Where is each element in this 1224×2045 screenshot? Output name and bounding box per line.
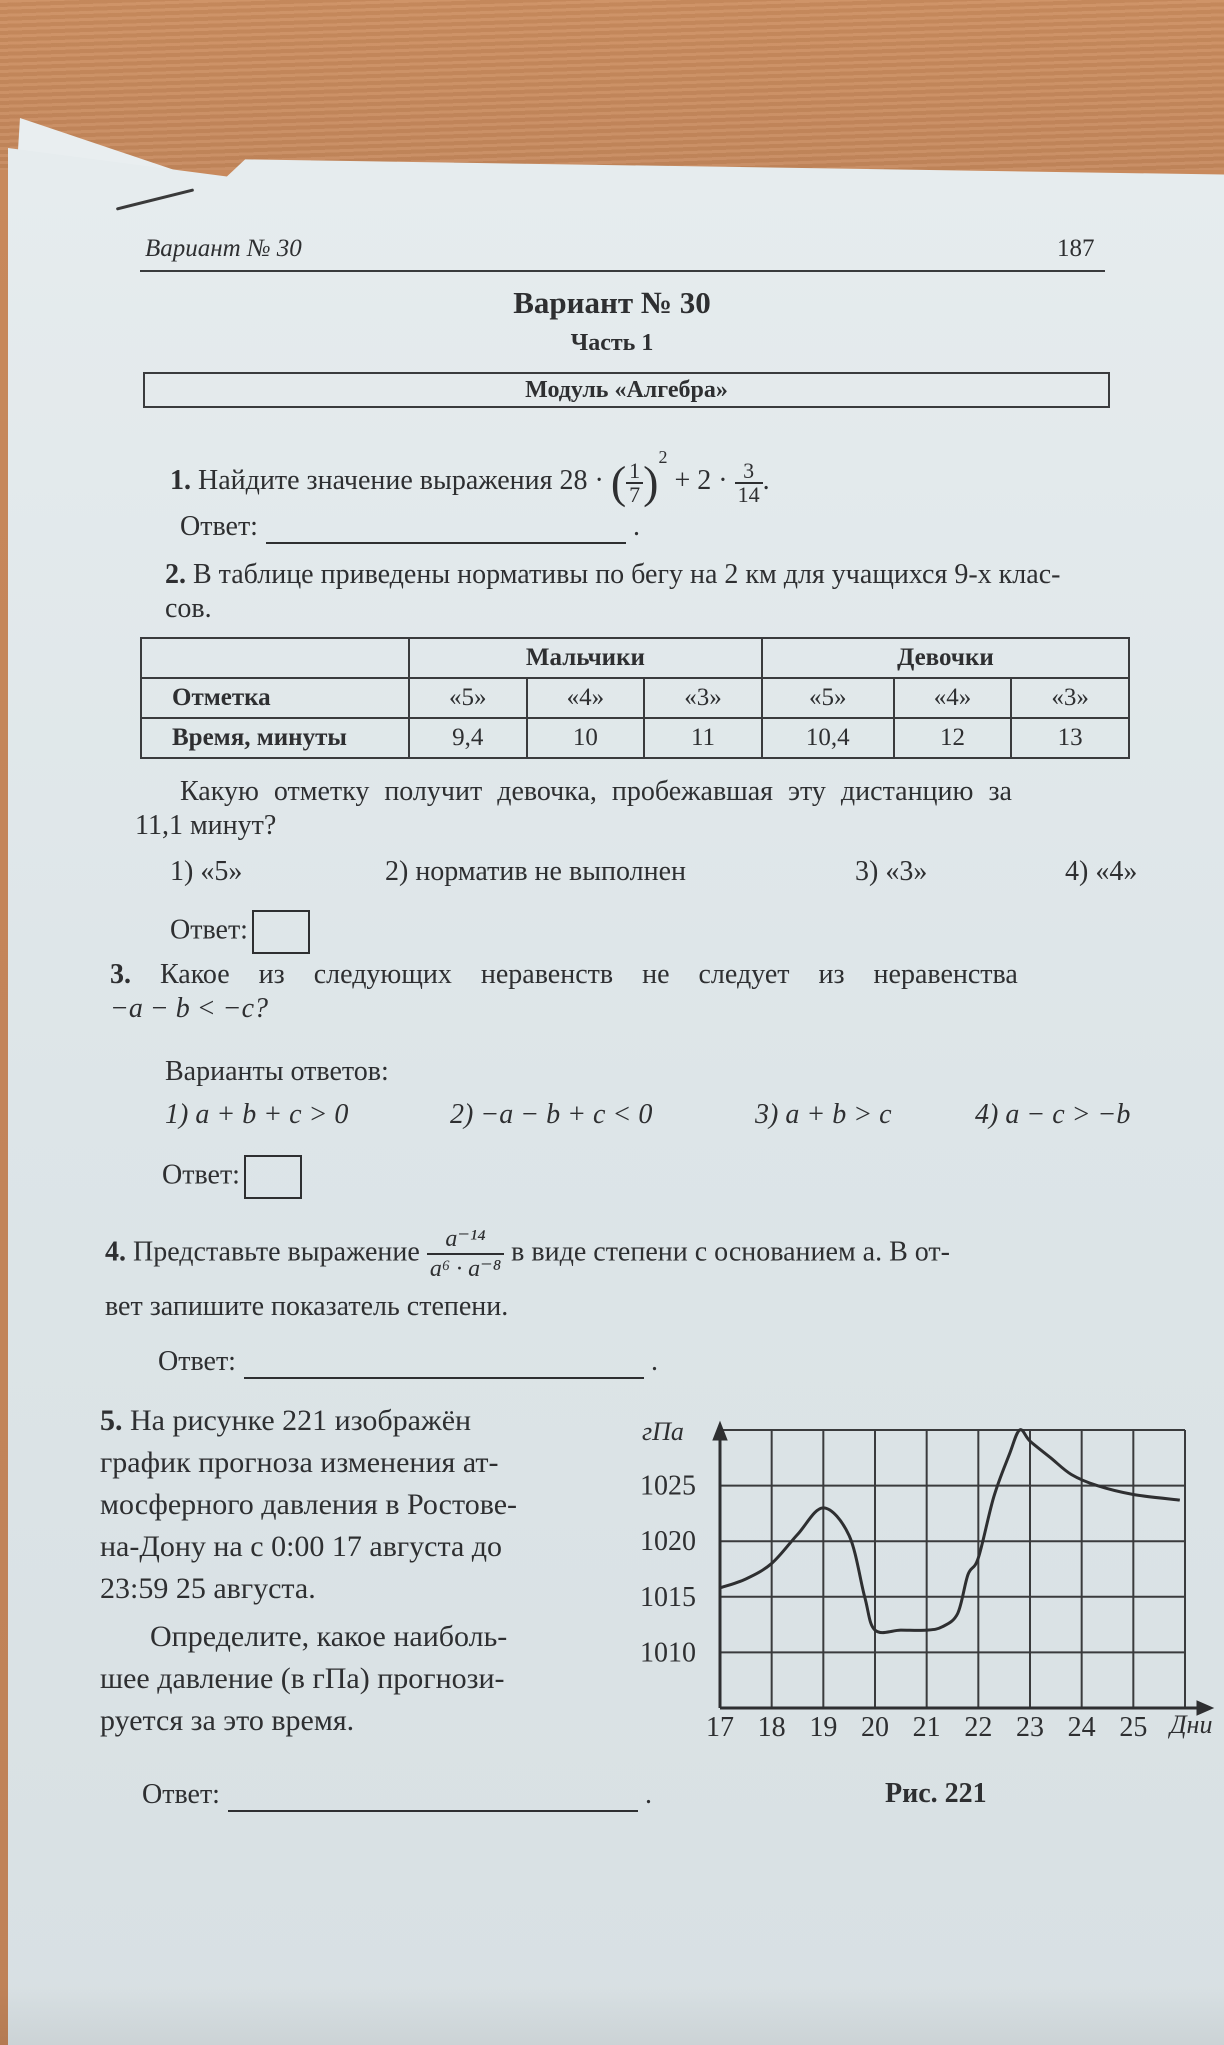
answer-row-5: Ответ: . <box>142 1779 652 1810</box>
question-number: 5. <box>100 1404 123 1437</box>
paren-close: ) <box>643 456 659 508</box>
time-cell: 10,4 <box>762 718 894 758</box>
answer-row-4: Ответ: . <box>158 1346 658 1377</box>
svg-text:18: 18 <box>757 1712 786 1743</box>
options-q2 <box>170 855 1160 891</box>
grade-cell: «5» <box>409 678 527 718</box>
svg-text:19: 19 <box>809 1712 838 1743</box>
part-title: Часть 1 <box>570 330 654 356</box>
grade-cell: «3» <box>1011 678 1129 718</box>
page-number: 187 <box>1057 235 1095 262</box>
question-number: 4. <box>105 1236 126 1268</box>
grade-cell: «5» <box>762 678 894 718</box>
svg-text:1020: 1020 <box>640 1526 696 1558</box>
time-cell: 12 <box>894 718 1012 758</box>
answer-label: Ответ: <box>142 1779 220 1810</box>
question-4-line2: вет запишите показатель степени. <box>105 1291 509 1322</box>
time-cell: 9,4 <box>409 718 527 758</box>
svg-text:24: 24 <box>1067 1712 1096 1743</box>
question-3: 3. Какое из следующих неравенств не следует из неравенства −a − b < −c? <box>110 958 1170 1026</box>
exponent: 2 <box>658 447 668 467</box>
answer-box-2[interactable] <box>252 910 310 954</box>
question-number: 1. <box>170 465 191 496</box>
chart-grid <box>720 1430 1185 1708</box>
option-1[interactable]: 1) «5» <box>170 856 243 887</box>
table-row <box>141 718 1129 758</box>
option-4[interactable]: 4) a − c > −b <box>975 1099 1131 1130</box>
svg-text:22: 22 <box>964 1712 993 1743</box>
answer-label: Ответ: <box>170 914 248 946</box>
inequality: −a − b < −c? <box>110 993 269 1024</box>
row-label: Отметка <box>141 678 409 718</box>
grade-cell: «3» <box>644 678 762 718</box>
exam-page <box>8 148 1224 2045</box>
answer-input-5[interactable] <box>228 1786 638 1812</box>
answer-input-1[interactable] <box>266 518 626 544</box>
row-label: Время, минуты <box>141 718 409 758</box>
paren-open: ( <box>610 456 627 508</box>
question-2-prompt: Какую отметку получит девочка, пробежавшая эту дистанцию за 11,1 минут? <box>135 776 1012 841</box>
group-girls: Девочки <box>762 638 1129 678</box>
figure-caption: Рис. 221 <box>885 1778 987 1809</box>
y-axis-label: гПа <box>642 1418 684 1446</box>
options-q3 <box>165 1098 1185 1134</box>
variants-label: Варианты ответов: <box>165 1056 389 1087</box>
option-2[interactable]: 2) −a − b + c < 0 <box>450 1099 653 1130</box>
chart-axes <box>713 1422 1213 1715</box>
question-5: 5. На рисунке 221 изображён график прогноза изменения ат- мосферного давления в Ростове- на-Дону на с 0:00 17 августа до 23:59 25 августа. Определите, какое наиболь- шее давление (в гПа) прогнози- руется за это время. <box>100 1404 517 1737</box>
running-header: Вариант № 30 <box>145 235 302 262</box>
svg-text:20: 20 <box>861 1712 889 1743</box>
option-3[interactable]: 3) «3» <box>855 856 928 887</box>
y-tick-labels <box>640 1471 696 1669</box>
norms-table <box>140 637 1130 759</box>
answer-row-2 <box>170 910 310 954</box>
fraction: $\frac{\text{a⁻¹⁴}}{\text{a⁶ · a⁻⁸}}$ <box>427 1225 504 1283</box>
option-2[interactable]: 2) норматив не выполнен <box>385 856 686 887</box>
answer-row-3 <box>162 1155 302 1199</box>
answer-label: Ответ: <box>180 511 258 542</box>
answer-row-1: Ответ: . <box>180 511 640 542</box>
option-4[interactable]: 4) «4» <box>1065 856 1138 887</box>
svg-text:1015: 1015 <box>640 1581 696 1613</box>
answer-box-3[interactable] <box>244 1155 302 1199</box>
page-title: Вариант № 30 <box>513 285 711 320</box>
time-cell: 10 <box>527 718 645 758</box>
question-number: 3. <box>110 959 131 990</box>
group-boys: Мальчики <box>409 638 762 678</box>
expression-middle: + 2 · <box>674 465 728 496</box>
grade-cell: «4» <box>527 678 645 718</box>
fraction: $\frac{3}{14}$ <box>735 460 763 506</box>
svg-text:1025: 1025 <box>640 1470 696 1502</box>
svg-text:25: 25 <box>1119 1712 1148 1743</box>
svg-text:23: 23 <box>1016 1712 1044 1743</box>
table-row <box>141 678 1129 718</box>
paper-fold-shadow <box>0 1985 1224 2045</box>
option-3[interactable]: 3) a + b > c <box>755 1099 892 1130</box>
question-number: 2. <box>165 559 186 590</box>
svg-text:21: 21 <box>912 1712 941 1743</box>
answer-label: Ответ: <box>158 1346 236 1377</box>
fraction: $\frac{1}{7}$ <box>626 460 643 506</box>
time-cell: 13 <box>1011 718 1129 758</box>
pressure-chart <box>640 1418 1224 1748</box>
pressure-line <box>720 1430 1180 1633</box>
time-cell: 11 <box>644 718 762 758</box>
question-text: Найдите значение выражения 28 · <box>198 465 604 496</box>
x-tick-labels <box>706 1712 1147 1743</box>
table-row <box>141 638 1129 678</box>
answer-input-4[interactable] <box>244 1353 644 1379</box>
header-rule <box>140 270 1105 272</box>
svg-text:17: 17 <box>706 1712 734 1743</box>
question-4: 4. Представьте выражение $\frac{\text{a⁻¹⁴}}{\text{a⁶ · a⁻⁸}}$ в виде степени с основанием a. В от- <box>105 1226 950 1282</box>
wood-table-background <box>0 0 1224 170</box>
x-axis-label: Дни <box>1170 1710 1213 1739</box>
module-banner: Модуль «Алгебра» <box>143 372 1110 408</box>
option-1[interactable]: 1) a + b + c > 0 <box>165 1099 349 1130</box>
grade-cell: «4» <box>894 678 1012 718</box>
svg-text:1010: 1010 <box>640 1637 696 1669</box>
question-1: 1. Найдите значение выражения 28 · ( $\frac{1}{7}$ )$^2$ + 2 · $\frac{3}{14}$ . <box>170 447 770 508</box>
answer-label: Ответ: <box>162 1159 240 1191</box>
question-2: 2. В таблице приведены нормативы по бегу на 2 км для учащихся 9-х клас- сов. <box>165 559 1061 624</box>
